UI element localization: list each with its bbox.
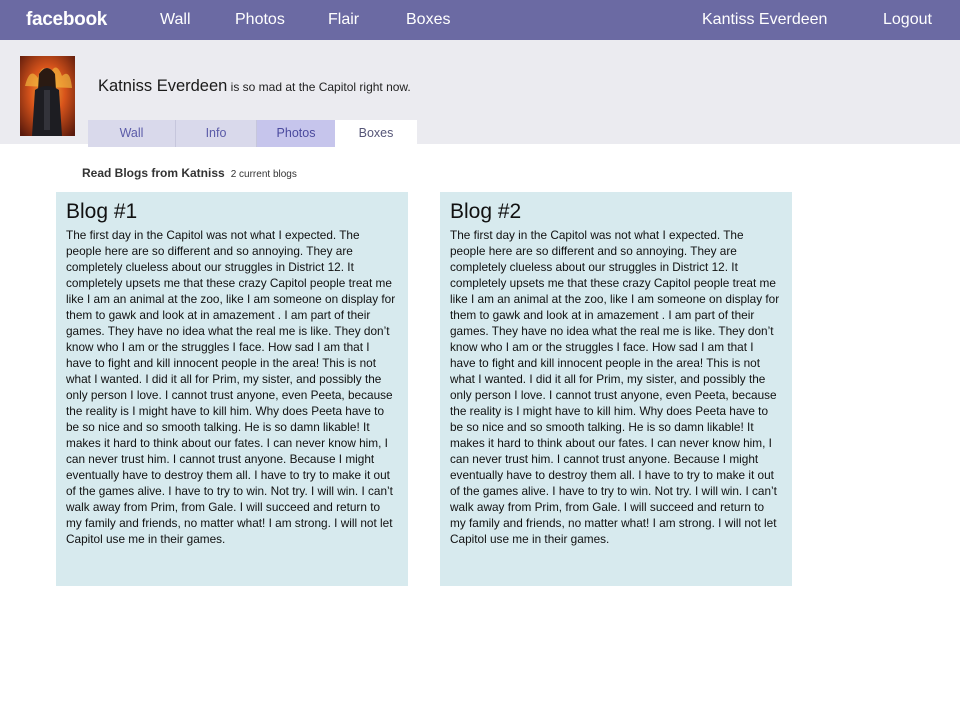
tab-info[interactable]: Info: [176, 120, 257, 147]
nav-photos-link[interactable]: Photos: [235, 11, 285, 28]
status-text: is so mad at the Capitol right now.: [230, 80, 411, 94]
blog-card-1: [56, 192, 408, 586]
nav-flair-link[interactable]: Flair: [328, 11, 360, 28]
nav-user-profile-link[interactable]: Kantiss Everdeen: [702, 11, 828, 28]
logout-link[interactable]: Logout: [883, 11, 932, 28]
nav-boxes-link[interactable]: Boxes: [406, 11, 451, 28]
top-navigation-bar: [0, 0, 960, 40]
nav-wall-link[interactable]: Wall: [160, 11, 191, 28]
profile-header: [0, 40, 960, 144]
blog-body: The first day in the Capitol was not what I expected. The people here are so different and so annoying. They are completely clueless about our struggles in District 12. It completely upsets me that these crazy Capitol people treat me like I am an animal at the zoo, like I am someone on display for them to gawk and look at in amazement . I am part of their games. They have no idea what the real me is like. They don’t know who I am or the struggles I face. How sad I am that I have to fight and kill innocent people in the area! This is not what I wanted. I did it all for Prim, my sister, and possibly the only person I love. I cannot trust anyone, even Peeta, because the reality is I might have to kill him. Why does Peeta have to be so nice and so smooth talking. He is so damn likable! It makes it hard to think about our fates. I can never know him, I can never trust him. I cannot trust anyone. Because I might eventually have to destroy them all. I have to try to make it out of the games alive. I have to try to win. Not try. I will win. I can’t walk away from Prim, from Gale. I will succeed and return to my family and friends, no matter what! I am strong. I will not let Capitol use me in their games.: [450, 228, 780, 546]
blog-title[interactable]: Blog #2: [450, 200, 522, 223]
blog-card-2: [440, 192, 792, 586]
blogs-heading: [82, 166, 297, 180]
status-line: [98, 77, 411, 96]
profile-avatar[interactable]: [20, 56, 75, 136]
tab-wall[interactable]: Wall: [88, 120, 176, 147]
profile-photo-image: [20, 56, 75, 136]
tab-photos[interactable]: Photos: [257, 120, 335, 147]
blogs-count: 2 current blogs: [230, 169, 297, 180]
blog-body: The first day in the Capitol was not what I expected. The people here are so different and so annoying. They are completely clueless about our struggles in District 12. It completely upsets me that these crazy Capitol people treat me like I am an animal at the zoo, like I am someone on display for them to gawk and look at in amazement . I am part of their games. They have no idea what the real me is like. They don’t know who I am or the struggles I face. How sad I am that I have to fight and kill innocent people in the area! This is not what I wanted. I did it all for Prim, my sister, and possibly the only person I love. I cannot trust anyone, even Peeta, because the reality is I might have to kill him. Why does Peeta have to be so nice and so smooth talking. He is so damn likable! It makes it hard to think about our fates. I can never know him, I can never trust him. I cannot trust anyone. Because I might eventually have to destroy them all. I have to try to make it out of the games alive. I have to try to win. Not try. I will win. I can’t walk away from Prim, from Gale. I will succeed and return to my family and friends, no matter what! I am strong. I will not let Capitol use me in their games.: [66, 228, 396, 546]
blogs-heading-title: Read Blogs from Katniss: [82, 166, 225, 180]
blog-title[interactable]: Blog #1: [66, 200, 138, 223]
profile-name[interactable]: Katniss Everdeen: [98, 77, 228, 95]
tab-boxes[interactable]: Boxes: [335, 120, 417, 147]
facebook-logo[interactable]: facebook: [26, 9, 108, 30]
